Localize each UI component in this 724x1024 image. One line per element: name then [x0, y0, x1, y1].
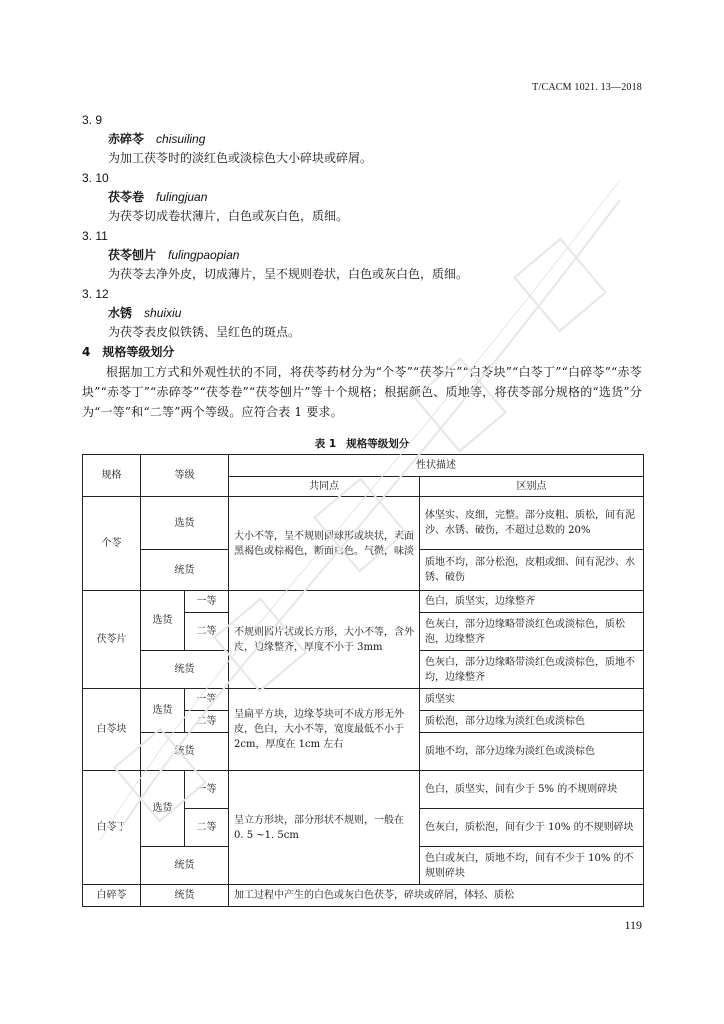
- grade-cell: 统货: [141, 847, 229, 885]
- table-row: [83, 771, 644, 809]
- difference-cell: 质松泡，部分边缘为淡红色或淡棕色: [420, 711, 644, 733]
- term-title: [108, 246, 642, 265]
- term-title: [108, 188, 642, 207]
- header-description: 性状描述: [229, 455, 644, 477]
- difference-cell: 色灰白，质松泡，间有少于 10% 的不规则碎块: [420, 809, 644, 847]
- section-title: 规格等级划分: [102, 345, 175, 359]
- subgrade-cell: 二等: [185, 809, 229, 847]
- term-number: 3. 9: [82, 113, 103, 127]
- term-definition: 为加工茯苓时的淡红色或淡棕色大小碎块或碎屑。: [108, 151, 373, 165]
- grade-cell: 统货: [141, 733, 229, 771]
- grade-cell: 选货: [141, 497, 229, 550]
- subgrade-cell: 一等: [185, 689, 229, 711]
- difference-cell: 质坚实: [420, 689, 644, 711]
- grade-cell: 选货: [141, 771, 185, 847]
- term-title: [108, 130, 642, 149]
- difference-cell: 色白，质坚实，边缘整齐: [420, 591, 644, 613]
- difference-cell: 质地不均，部分松泡，皮粗或细、间有泥沙、水锈、破伤: [420, 550, 644, 591]
- section-paragraph: 根据加工方式和外观性状的不同，将茯苓药材分为“个苓”“茯苓片”“白苓块”“白苓丁”“白碎苓”“赤苓块”“赤苓丁”“赤碎苓”“茯苓卷”“茯苓刨片”等十个规格；根据颜色、质地等，将茯苓部分规格的“选货”分为“一等”和“二等”两个等级。应符合表 1 要求。: [82, 365, 642, 419]
- document-body: [82, 110, 642, 454]
- grade-cell: 统货: [141, 885, 229, 907]
- standard-id: T/CACM 1021. 13—2018: [532, 82, 642, 93]
- header-spec: 规格: [83, 455, 141, 497]
- spec-cell: 白碎苓: [83, 885, 141, 907]
- common-cell: 呈扁平方块，边缘苓块可不成方形无外皮，色白，大小不等，宽度最低不小于 2cm，厚度在 1cm 左右: [229, 689, 420, 771]
- common-cell: 呈立方形块，部分形状不规则，一般在 0. 5 ~1. 5cm: [229, 771, 420, 885]
- description-cell: 加工过程中产生的白色或灰白色茯苓，碎块或碎屑，体轻、质松: [229, 885, 644, 907]
- term-en: chisuiling: [156, 132, 206, 146]
- grade-cell: 统货: [141, 651, 229, 689]
- section-heading: [82, 342, 642, 362]
- table-row: [83, 885, 644, 907]
- table-title: 规格等级划分: [346, 438, 410, 450]
- spec-cell: 个苓: [83, 497, 141, 591]
- header-common: 共同点: [229, 477, 420, 497]
- term-3-9: [82, 110, 642, 168]
- table-row: [83, 689, 644, 711]
- difference-cell: 色灰白，部分边缘略带淡红色或淡棕色，质松泡，边缘整齐: [420, 613, 644, 651]
- difference-cell: 体坚实、皮细，完整。部分皮粗、质松，间有泥沙、水锈、破伤，不超过总数的 20%: [420, 497, 644, 550]
- grade-cell: 选货: [141, 689, 185, 733]
- subgrade-cell: 二等: [185, 613, 229, 651]
- subgrade-cell: 一等: [185, 591, 229, 613]
- difference-cell: 色白或灰白，质地不均，间有不少于 10% 的不规则碎块: [420, 847, 644, 885]
- term-cn: 茯苓刨片: [108, 248, 157, 262]
- difference-cell: 质地不均，部分边缘为淡红色或淡棕色: [420, 733, 644, 771]
- spec-cell: 白苓丁: [83, 771, 141, 885]
- grade-cell: 选货: [141, 591, 185, 651]
- header-grade: 等级: [141, 455, 229, 497]
- term-definition: 为茯苓去净外皮，切成薄片，呈不规则卷状，白色或灰白色，质细。: [108, 267, 469, 281]
- term-3-11: [82, 226, 642, 284]
- term-number: 3. 10: [82, 171, 109, 185]
- header-difference: 区别点: [420, 477, 644, 497]
- term-en: fulingpaopian: [168, 248, 240, 262]
- grade-cell: 统货: [141, 550, 229, 591]
- subgrade-cell: 二等: [185, 711, 229, 733]
- term-title: [108, 304, 642, 323]
- spec-grade-table: [82, 454, 644, 907]
- section-number: 4: [82, 345, 91, 359]
- table-row: [83, 591, 644, 613]
- table-number: 表 1: [314, 438, 337, 450]
- term-definition: 为茯苓切成卷状薄片，白色或灰白色，质细。: [108, 209, 349, 223]
- term-3-12: [82, 284, 642, 342]
- difference-cell: 色白，质坚实，间有少于 5% 的不规则碎块: [420, 771, 644, 809]
- term-definition: 为茯苓表皮似铁锈、呈红色的斑点。: [108, 325, 301, 339]
- term-number: 3. 11: [82, 229, 108, 243]
- common-cell: 大小不等，呈不规则圆球形或块状，表面黑褐色或棕褐色，断面白色。气微，味淡: [229, 497, 420, 591]
- term-3-10: [82, 168, 642, 226]
- term-cn: 茯苓卷: [108, 190, 145, 204]
- spec-cell: 白苓块: [83, 689, 141, 771]
- difference-cell: 色灰白，部分边缘略带淡红色或淡棕色，质地不均，边缘整齐: [420, 651, 644, 689]
- term-number: 3. 12: [82, 287, 109, 301]
- common-cell: 不规则圆片状或长方形，大小不等，含外皮，边缘整齐，厚度不小于 3mm: [229, 591, 420, 689]
- subgrade-cell: 一等: [185, 771, 229, 809]
- spec-cell: 茯苓片: [83, 591, 141, 689]
- term-cn: 水锈: [108, 306, 133, 320]
- term-en: shuixiu: [144, 306, 182, 320]
- page-number: 119: [624, 918, 642, 932]
- term-cn: 赤碎苓: [108, 132, 145, 146]
- table-caption: [82, 434, 642, 454]
- term-en: fulingjuan: [156, 190, 208, 204]
- table-row: [83, 497, 644, 550]
